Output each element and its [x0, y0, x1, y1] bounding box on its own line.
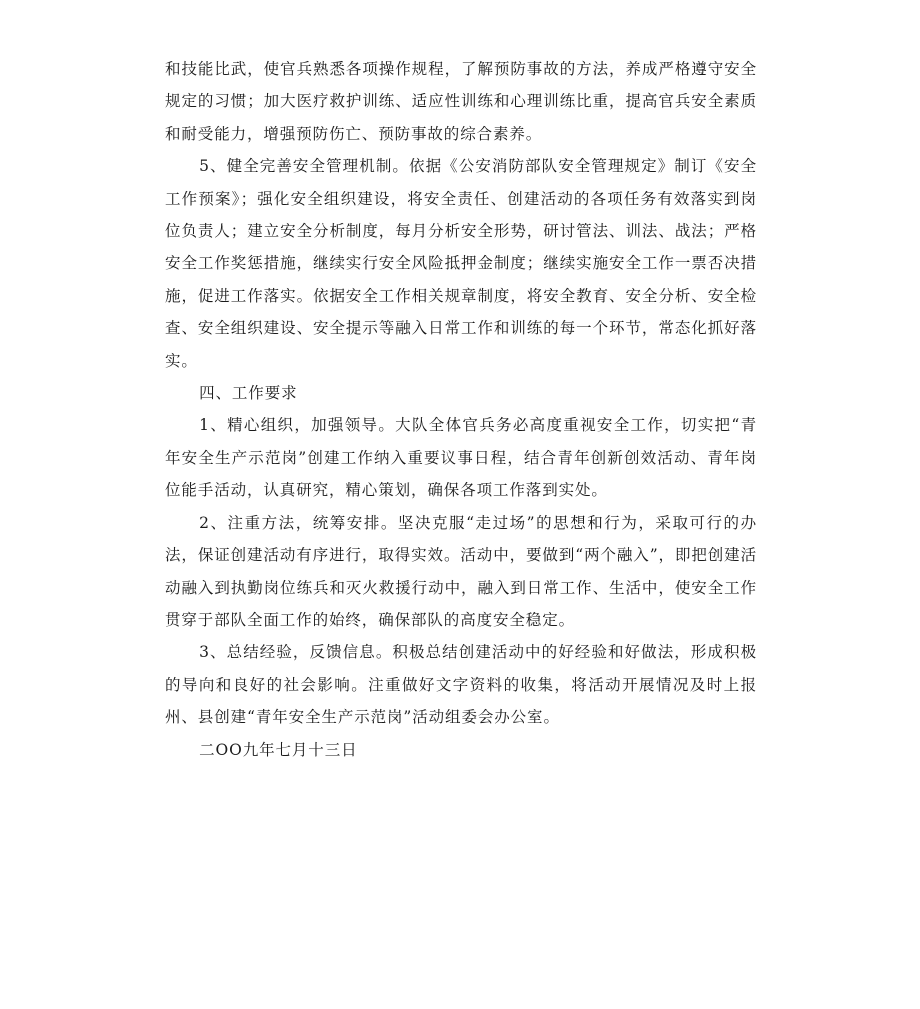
document-page — [165, 53, 757, 766]
paragraph-item-5: 5、健全完善安全管理机制。依据《公安消防部队安全管理规定》制订《安全工作预案》；强化安全组织建设，将安全责任、创建活动的各项任务有效落实到岗位负责人；建立安全分析制度，每月分析安全形势，研讨管法、训法、战法；严格安全工作奖惩措施，继续实行安全风险抵押金制度；继续实施安全工作一票否决措施，促进工作落实。依据安全工作相关规章制度，将安全教育、安全分析、安全检查、安全组织建设、安全提示等融入日常工作和训练的每一个环节，常态化抓好落实。 — [165, 157, 757, 370]
section-heading-work-requirements: 四、工作要求 — [199, 384, 298, 403]
paragraph-requirement-3: 3、总结经验，反馈信息。积极总结创建活动中的好经验和好做法，形成积极的导向和良好的社会影响。注重做好文字资料的收集，将活动开展情况及时上报州、县创建“青年安全生产示范岗”活动组委会办公室。 — [165, 643, 757, 727]
document-date: 二OO九年七月十三日 — [199, 740, 358, 759]
paragraph-continuation: 和技能比武，使官兵熟悉各项操作规程，了解预防事故的方法，养成严格遵守安全规定的习惯；加大医疗救护训练、适应性训练和心理训练比重，提高官兵安全素质和耐受能力，增强预防伤亡、预防事故的综合素养。 — [165, 60, 757, 143]
paragraph-requirement-2: 2、注重方法，统筹安排。坚决克服“走过场”的思想和行为，采取可行的办法，保证创建活动有序进行，取得实效。活动中，要做到“两个融入”，即把创建活动融入到执勤岗位练兵和灭火救援行动中，融入到日常工作、生活中，使安全工作贯穿于部队全面工作的始终，确保部队的高度安全稳定。 — [165, 513, 757, 629]
paragraph-requirement-1: 1、精心组织，加强领导。大队全体官兵务必高度重视安全工作，切实把“青年安全生产示范岗”创建工作纳入重要议事日程，结合青年创新创效活动、青年岗位能手活动，认真研究，精心策划，确保各项工作落到实处。 — [165, 416, 757, 500]
